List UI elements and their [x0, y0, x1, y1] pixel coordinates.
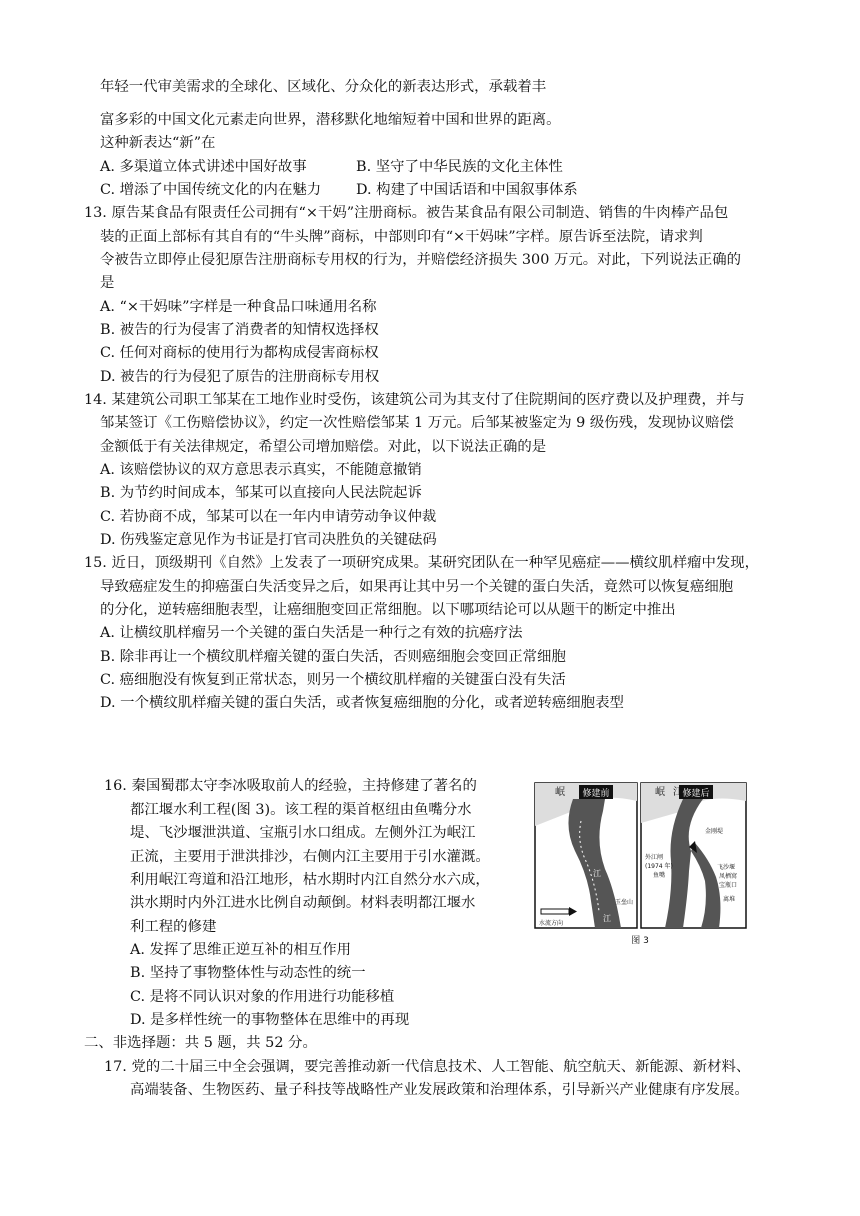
q14-line-3: 金额低于有关法律规定，希望公司增加赔偿。对此，以下说法正确的是 [100, 439, 547, 455]
figure-caption: 图 3 [631, 936, 649, 946]
right-jiang-char: 江 [673, 787, 683, 798]
q15-option-d[interactable]: D. 一个横纹肌样瘤关键的蛋白失活，或者恢复癌细胞的分化，或者逆转癌细胞表型 [100, 695, 624, 711]
q15-line-2: 导致癌症发生的抑癌蛋白失活变异之后，如果再让其中另一个关键的蛋白失活，竟然可以恢复癌细胞 [100, 579, 734, 595]
q16-line-5: 利用岷江弯道和沿江地形，枯水期时内江自然分水六成， [130, 872, 490, 888]
baoping-mouth-label: 宝瓶口 [719, 882, 738, 889]
q15-option-a[interactable]: A. 让横纹肌样瘤另一个关键的蛋白失活是一种行之有效的抗癌疗法 [100, 625, 523, 641]
yulei-mountain-label: 玉垒山 [615, 899, 634, 906]
q14-option-a[interactable]: A. 该赔偿协议的双方意思表示真实，不能随意撤销 [100, 462, 422, 478]
q16-line-6: 洪水期时内外江进水比例自动颠倒。材料表明都江堰水 [130, 895, 476, 911]
q13-line-3: 令被告立即停止侵犯原告注册商标专用权的行为，并赔偿经济损失 300 万元。对此，下列说法正确的 [100, 252, 742, 268]
left-river-char-2: 江 [603, 914, 611, 923]
feisha-weir-label: 飞沙堰 [717, 864, 736, 871]
q14-option-d[interactable]: D. 伤残鉴定意见作为书证是打官司决胜负的关键砝码 [100, 532, 437, 548]
flow-direction-label: 水流方向 [539, 920, 564, 927]
q13-line-2: 装的正面上部标有其自有的“牛头牌”商标，中部则印有“×干妈味”字样。原告诉至法院，请求判 [100, 229, 703, 245]
q14-option-c[interactable]: C. 若协商不成，邹某可以在一年内申请劳动争议仲裁 [100, 509, 437, 525]
q12-line-1: 年轻一代审美需求的全球化、区域化、分众化的新表达形式，承载着丰 [100, 79, 547, 95]
q13-option-b[interactable]: B. 被告的行为侵害了消费者的知情权选择权 [100, 322, 379, 338]
q13-line-4: 是 [100, 275, 115, 291]
q14-option-b[interactable]: B. 为节约时间成本，邹某可以直接向人民法院起诉 [100, 485, 422, 501]
dujiangyan-figure [533, 781, 748, 948]
q17-line-1: 17. 党的二十届三中全会强调，要完善推动新一代信息技术、人工智能、航空航天、新能源、新材料、 [104, 1059, 751, 1075]
q15-line-3: 的分化，逆转癌细胞表型，让癌细胞变回正常细胞。以下哪项结论可以从题干的断定中推出 [100, 602, 676, 618]
q12-option-b[interactable]: B. 坚守了中华民族的文化主体性 [356, 159, 563, 175]
fish-mouth-label: 鱼嘴 [653, 872, 666, 879]
q16-line-2: 都江堰水利工程(图 3)。该工程的渠首枢纽由鱼嘴分水 [130, 802, 472, 818]
q12-line-3: 这种新表达“新”在 [100, 135, 216, 151]
after-label: 修建后 [682, 789, 710, 799]
q13-line-1: 13. 原告某食品有限责任公司拥有“×干妈”注册商标。被告某食品有限公司制造、销售的牛肉棒产品包 [84, 205, 729, 221]
q16-line-1: 16. 秦国蜀郡太守李冰吸取前人的经验，主持修建了著名的 [104, 778, 477, 794]
fengqiwo-label: 凤栖窝 [719, 873, 738, 880]
q14-line-1: 14. 某建筑公司职工邹某在工地作业时受伤，该建筑公司为其支付了住院期间的医疗费以及护理费，并与 [84, 392, 745, 408]
q12-option-a[interactable]: A. 多渠道立体式讲述中国好故事 [100, 159, 307, 175]
q16-line-4: 正流，主要用于泄洪排沙，右侧内江主要用于引水灌溉。 [130, 849, 490, 865]
q15-line-1: 15. 近日，顶级期刊《自然》上发表了一项研究成果。某研究团队在一种罕见癌症——横纹肌样瘤中发现， [84, 555, 760, 571]
q13-option-d[interactable]: D. 被告的行为侵犯了原告的注册商标专用权 [100, 369, 380, 385]
q12-option-d[interactable]: D. 构建了中国话语和中国叙事体系 [356, 182, 578, 198]
q16-option-b[interactable]: B. 坚持了事物整体性与动态性的统一 [130, 965, 366, 981]
right-min-char: 岷 [655, 787, 665, 798]
left-river-char-1: 江 [593, 869, 601, 878]
left-min-char: 岷 [555, 787, 565, 798]
outer-gate-year-label: (1974 年) [645, 863, 673, 870]
jingang-dike-label: 金刚堤 [705, 828, 724, 835]
q17-line-2: 高端装备、生物医药、量子科技等战略性产业发展政策和治理体系，引导新兴产业健康有序发展。 [130, 1082, 749, 1098]
section2-heading: 二、非选择题：共 5 题，共 52 分。 [84, 1035, 317, 1051]
q13-option-c[interactable]: C. 任何对商标的使用行为都构成侵害商标权 [100, 345, 379, 361]
q12-option-c[interactable]: C. 增添了中国传统文化的内在魅力 [100, 182, 322, 198]
q16-option-a[interactable]: A. 发挥了思维正逆互补的相互作用 [130, 942, 352, 958]
q12-line-2: 富多彩的中国文化元素走向世界，潜移默化地缩短着中国和世界的距离。 [100, 112, 561, 128]
lidui-label: 离堆 [723, 896, 736, 903]
q13-option-a[interactable]: A. “×干妈味”字样是一种食品口味通用名称 [100, 299, 377, 315]
q12-options-row-2 [100, 180, 578, 200]
q16-line-7: 利工程的修建 [130, 919, 217, 935]
q12-options-row-1 [100, 157, 563, 177]
q16-option-c[interactable]: C. 是将不同认识对象的作用进行功能移植 [130, 989, 395, 1005]
q14-line-2: 邹某签订《工伤赔偿协议》，约定一次性赔偿邹某 1 万元。后邹某被鉴定为 9 级伤残，发现协议赔偿 [100, 415, 734, 431]
q16-line-3: 堤、飞沙堰泄洪道、宝瓶引水口组成。左侧外江为岷江 [130, 825, 476, 841]
outer-gate-label: 外江闸 [645, 854, 664, 861]
q15-option-b[interactable]: B. 除非再让一个横纹肌样瘤关键的蛋白失活，否则癌细胞会变回正常细胞 [100, 649, 566, 665]
before-label: 修建前 [582, 789, 610, 799]
q16-option-d[interactable]: D. 是多样性统一的事物整体在思维中的再现 [130, 1012, 410, 1028]
q15-option-c[interactable]: C. 癌细胞没有恢复到正常状态，则另一个横纹肌样瘤的关键蛋白没有失活 [100, 672, 566, 688]
